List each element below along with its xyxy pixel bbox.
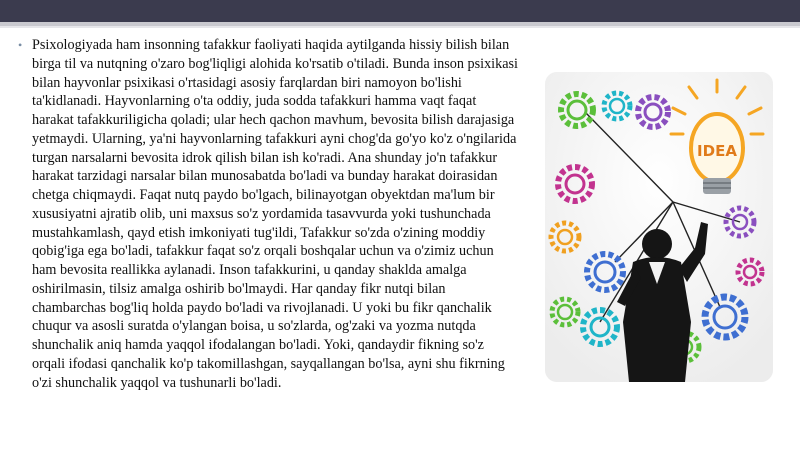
svg-text:IDEA: IDEA [697, 142, 737, 160]
idea-illustration [545, 72, 773, 382]
slide-top-bar-shadow [0, 26, 800, 28]
bullet-icon: • [18, 38, 23, 52]
slide-body [18, 36, 518, 392]
slide-paragraph: Psixologiyada ham insonning tafakkur faoliyati haqida aytilganda hissiy bilish bilan birga til va nutqning o'zaro bog'liqligi alohida ko'rsatib o'tiladi. Bunda inson psixikasi bilan hayvonlar psixikasi o'rtasidagi asosiy farqlardan biri namoyon bo'lishi ta'kidlanadi. Hayvonlarning o'ta oddiy, juda sodda tafakkuri hamma vaqt faqat harakat tafakkuriligicha qoladi; ular hech qachon mavhum, bevosita bilish darajasiga yetmaydi. Ularning, ya'ni hayvonlarning tafakkuri ayni chog'da go'yo ko'z o'ngilarida turgan narsalarni bevosita idrok qilish bilan ish ko'radi. Ana shunday jo'n tafakkur harakat tarzidagi narsalar bilan munosabatda bo'ladi va bunday harakat doirasidan chetga chiqmaydi. Faqat nutq paydo bo'lgach, bilinayotgan obyektdan ma'lum bir xususiyatni ajratib olib, uni maxsus so'z yordamida tasavvurda yoki tushunchada mustahkamlash, qayd etish imkoniyati tug'ildi, Tafakkur so'zda o'zining moddiy qobig'iga ega bo'ladi, tafakkur faqat so'z orqali boshqalar uchun va o'zimiz uchun ham bevosita reallikka aylanadi. Inson tafakkurini, u qanday shaklda amalga oshirilmasin, tilsiz amalga oshirib bo'lmaydi. Har qanday fikr nutqi bilan chambarchas bog'liq holda paydo bo'ladi va rivojlanadi. U yoki bu fikr qanchalik chuqur va asosli suratda o'ylangan boisa, u so'zlarda, og'zaki va yozma nutqda shunchalik aniq hamda yaqqol ifodalangan bo'ladi. Yoki, qandaydir fikning so'z orqali ifodasi qanchalik ko'p takomillashgan, sayqallangan bo'lsa, ayni shu fikrning o'zi shunchalik yaqqol va tushunarli bo'ladi. [32, 37, 518, 391]
slide-top-bar [0, 0, 800, 22]
